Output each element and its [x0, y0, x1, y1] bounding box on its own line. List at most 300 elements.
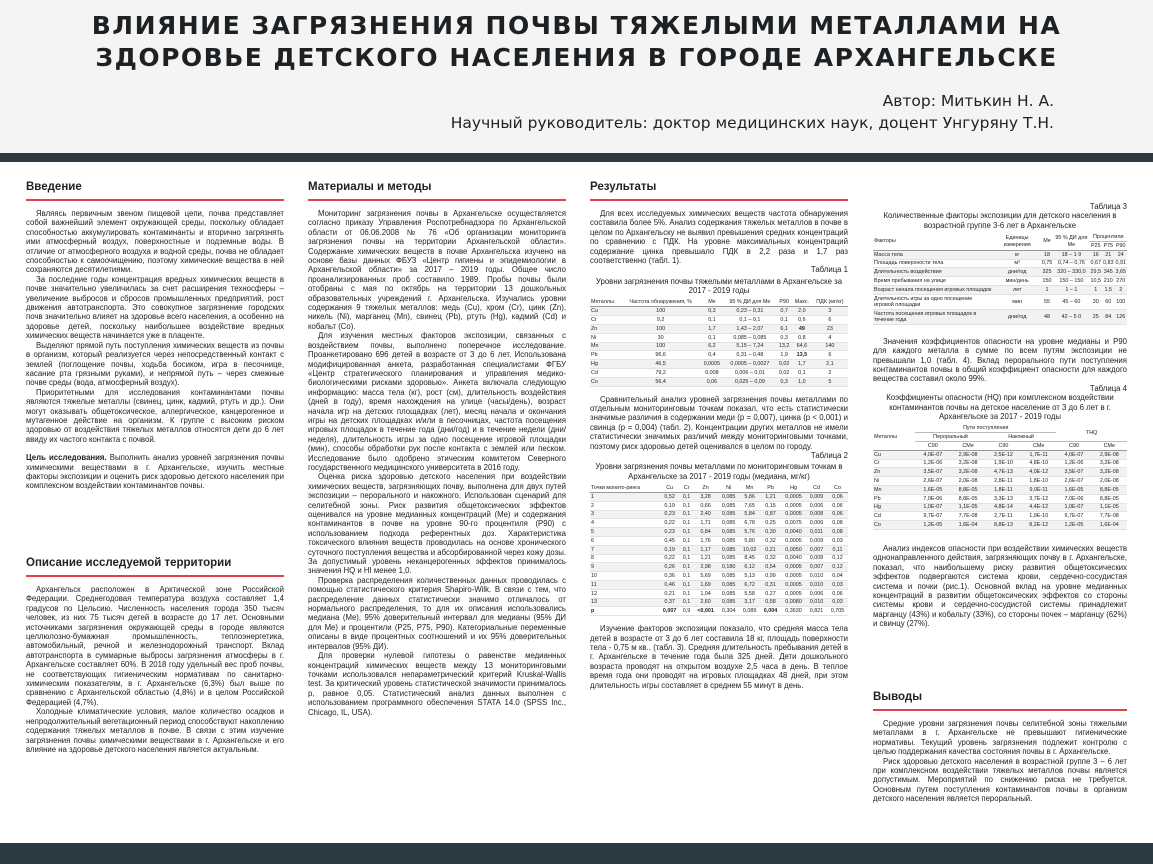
table-2	[590, 484, 848, 616]
table-cell: 0,06	[827, 589, 848, 598]
table-cell: 84	[1102, 309, 1115, 324]
table-cell: 0,085	[718, 501, 739, 510]
table-header: Металлы	[590, 299, 621, 307]
section-intro	[26, 180, 284, 491]
table-cell: 1,04	[693, 589, 718, 598]
table-cell: 6,2	[701, 342, 724, 351]
table-cell: 8,8Е-05	[1092, 486, 1127, 495]
table-cell: 0,7	[776, 307, 791, 316]
table-cell: 6,12	[739, 563, 760, 572]
table-row	[590, 607, 848, 616]
paragraph: Для всех исследуемых химических веществ частота обнаружения составила более 5%. Анализ содержания тяжелых металлов в почве в целом по Архангельску не выявил превышения средних концентраций по сравнению с ПДК. На уровне максимальных концентраций содержание цинка превышало ПДК в 2,2 раза и 1,7 раз соответственно (табл. 1).	[590, 209, 848, 266]
title-line-1: ВЛИЯНИЕ ЗАГРЯЗНЕНИЯ ПОЧВЫ ТЯЖЕЛЫМИ МЕТАЛЛАМИ НА	[91, 11, 1062, 40]
table-cell: 0,1	[701, 316, 724, 325]
table-cell: 6	[812, 316, 848, 325]
table-cell: 0,67	[1090, 260, 1101, 267]
table-cell: 2,0Е-08	[950, 477, 985, 486]
table-cell: 13,5	[792, 351, 812, 360]
table-cell: 0,0005	[781, 572, 806, 581]
table-cell: Площадь поверхности тела	[873, 259, 994, 268]
section-results-b	[873, 202, 1127, 629]
table-header: Накожный	[986, 433, 1057, 442]
table-cell: мин	[994, 294, 1041, 309]
table-cell: 7,7Е-08	[1092, 512, 1127, 521]
section-results-a	[590, 180, 848, 690]
table-cell: 9	[590, 563, 659, 572]
table-row	[590, 572, 848, 581]
table-header: Единицы измерения	[994, 233, 1041, 250]
table-cell: 0,32	[760, 554, 781, 563]
table-cell: 0,1	[680, 519, 693, 528]
section-heading: Материалы и методы	[308, 180, 566, 201]
table-cell: 2,9Е-08	[1092, 450, 1127, 459]
table-cell: 1	[1041, 286, 1054, 295]
table-cell: 0,0005	[781, 510, 806, 519]
table-cell: 60	[1102, 294, 1115, 309]
paragraph: Оценка риска здоровью детского населения при воздействии химических веществ, загрязняющих почву, выполнена для двух путей экспозиции – перорального и накожного. Использован сценарий для селитебной зоны. Риск развития общетоксических эффектов оценивался на уровне медианных концентраций (Me) и содержания контаминантов в почве на уровне 90-го процентиля (P90) с использованием подхода референтных доз. Характеристика токсического влияния веществ проводилась на основе хронического суточного поступления вещества и абсорбированной через кожу дозы. За допустимый уровень неканцерогенных эффектов принималось значения HQ и HI менее 1,0.	[308, 472, 566, 576]
table-cell: 1,43 – 2,07	[723, 325, 776, 334]
table-cell: 0,06	[827, 493, 848, 502]
table-cell: 0,45	[659, 537, 680, 546]
table-cell: 0,085	[718, 510, 739, 519]
table-cell: Co	[590, 377, 621, 386]
table-cell: 2,1	[812, 360, 848, 369]
table-header: CMe	[1092, 442, 1127, 451]
table-cell: 0,1	[680, 528, 693, 537]
table-cell: 0,31	[760, 581, 781, 590]
table-cell: 0,180	[718, 563, 739, 572]
table-cell: 1,2Е-06	[1056, 459, 1091, 468]
table-cell: 0,085	[718, 537, 739, 546]
table-cell: 8,2Е-12	[1021, 521, 1056, 530]
section-text	[873, 337, 1127, 384]
table-cell: 0,27	[760, 589, 781, 598]
table-cell: 100	[621, 325, 701, 334]
table-row	[590, 581, 848, 590]
table-cell: 6,78	[739, 519, 760, 528]
table-cell: 0,010	[806, 572, 827, 581]
table-cell: дни/год	[994, 309, 1041, 324]
table-cell: 1,21	[693, 554, 718, 563]
table-header: Cr	[680, 484, 693, 492]
table-cell: 0,0050	[781, 545, 806, 554]
table-cell: 0,006 – 0,01	[723, 369, 776, 378]
table-row	[873, 503, 1127, 512]
table-cell: 0,008	[806, 510, 827, 519]
table-cell: 0,02	[776, 360, 791, 369]
author-block	[451, 90, 1054, 134]
table-cell: 0,12	[827, 554, 848, 563]
table-cell: 12	[590, 589, 659, 598]
table-header: CMe	[1021, 442, 1056, 451]
table-cell: 0,0005	[781, 581, 806, 590]
table-cell: 2,6Е-07	[915, 477, 950, 486]
table-row	[873, 268, 1127, 277]
table-header: Hg	[781, 484, 806, 492]
table-cell: 0,085	[718, 554, 739, 563]
table-header: Me	[701, 299, 724, 307]
table-cell: 0,0005	[781, 563, 806, 572]
table-cell: 10,02	[739, 545, 760, 554]
table-cell: 100	[1114, 294, 1127, 309]
table-cell: 11	[590, 581, 659, 590]
table-cell: 0,75	[1041, 260, 1053, 267]
table-cell: 0,74 – 0,76	[1053, 259, 1089, 268]
table-cell: 0,1	[680, 598, 693, 607]
title-line-2: ЗДОРОВЬЕ ДЕТСКОГО НАСЕЛЕНИЯ В ГОРОДЕ АРХАНГЕЛЬСКЕ	[95, 43, 1058, 72]
table-cell: 345	[1103, 269, 1113, 276]
table-cell: 0,085	[718, 519, 739, 528]
table-cell: Ni	[590, 333, 621, 342]
table-header: Частота обнаружения, %	[621, 299, 701, 307]
table-cell: 0,54	[760, 563, 781, 572]
table-cell: Hg	[590, 360, 621, 369]
goal-label: Цель исследования.	[26, 453, 107, 463]
table-cell: 0,085	[718, 545, 739, 554]
table-cell: 7,0Е-06	[915, 494, 950, 503]
table-row	[873, 486, 1127, 495]
table-cell: 0,03	[827, 537, 848, 546]
table-cell: 0,011	[806, 528, 827, 537]
table-cell: 1,7Е-11	[1021, 450, 1056, 459]
table-cell: 0,085	[718, 528, 739, 537]
table-header: Co	[827, 484, 848, 492]
table-row	[590, 342, 848, 351]
table-cell: 0,32	[760, 537, 781, 546]
section-heading: Результаты	[590, 180, 848, 201]
table-cell: 1,2Е-05	[1056, 521, 1091, 530]
table-cell: 0,1	[680, 572, 693, 581]
table-3	[873, 233, 1127, 325]
table-cell: 0,4	[701, 351, 724, 360]
table-cell: 0,821	[806, 607, 827, 616]
table-cell: 9,0Е-11	[1021, 486, 1056, 495]
table-cell: 6	[812, 351, 848, 360]
table-header: Me	[1041, 233, 1054, 250]
table-cell: 3,65	[1115, 269, 1126, 276]
table-cell: 2	[812, 369, 848, 378]
table-cell: 1,69	[693, 581, 718, 590]
table-cell: 4	[812, 333, 848, 342]
table-cell: 0,19	[659, 501, 680, 510]
paragraph: Средние уровни загрязнения почвы селитебной зоны тяжелыми металлами в г. Архангельске не превышают гигиенические нормативы. Текущий уровень загрязнения подлежит контролю с целью поддержания качества состояния почвы в г. Архангельске.	[873, 719, 1127, 757]
table-cell: 5,84	[739, 510, 760, 519]
table-cell: 270	[1116, 278, 1126, 284]
table-cell: 4,0Е-12	[1021, 468, 1056, 477]
table-cell: 0,30	[760, 528, 781, 537]
table-row	[590, 307, 848, 316]
table-row	[590, 360, 848, 369]
paragraph: Анализ индексов опасности при воздействии химических веществ однонаправленного действия, загрязняющих почву в г. Архангельске, показал, что наибольшему риску развития общетоксических эффектов подвергаются система крови, сердечно-сосудистая система и почки (рис.1). Основной вклад на уровне медианных концентраций в развитии общетоксических эффектов со стороны системы крови и сердечно-сосудистой системы принадлежит марганцу (43%) и кобальту (33%), со стороны почек – марганцу (62%) и свинцу (27%).	[873, 544, 1127, 629]
table-cell: 0,0080	[781, 598, 806, 607]
table-cell: 0,21	[760, 545, 781, 554]
table-header: P90	[1115, 242, 1126, 249]
table-cell: 55	[1041, 294, 1054, 309]
table-cell: 18	[1041, 250, 1054, 259]
table-cell: Возраст начала посещения игровых площадок	[873, 286, 994, 295]
table-cell: 7	[590, 545, 659, 554]
table-number: Таблица 1	[810, 265, 848, 275]
table-cell: 8	[590, 554, 659, 563]
table-cell: 2,9Е-08	[950, 450, 985, 459]
table-row	[873, 294, 1127, 309]
table-cell: 30	[621, 333, 701, 342]
table-cell: 49	[792, 325, 812, 334]
section-territory	[26, 556, 284, 754]
table-cell: Zn	[873, 468, 915, 477]
table-cell: 4,4Е-12	[1021, 503, 1056, 512]
table-cell: 0,1	[680, 493, 693, 502]
table-header: 95 % ДИ для Me	[1053, 233, 1089, 250]
table-cell: 16	[1089, 250, 1102, 259]
table-cell: Cd	[590, 369, 621, 378]
table-cell: 3,3Е-13	[986, 494, 1021, 503]
section-heading: Описание исследуемой территории	[26, 556, 284, 577]
table-cell: 0,008	[806, 554, 827, 563]
table-header: THQ	[1056, 424, 1127, 441]
table-caption: Количественные факторы экспозиции для детского населения в возрастной группе 3-6 лет в Архангельске	[883, 211, 1117, 230]
paragraph: Архангельск расположен в Арктической зоне Российской Федерации. Среднегодовая температура воздуха составляет 1,4 градусов по Цельсию. Численность населения города 350 тысяч человек, из них 75 тысяч детей в возрасте до 17 лет. Основными источниками загрязнения окружающей среды в городе являются целлюлозно-бумажная промышленность, теплоэнергетика, автомобильный, речной и железнодорожный транспорт. Вклад автотранспорта в суммарные выбросы загрязнения атмосферы в г. Архангельске составляет 60%. В 2018 году удельный вес проб почвы, не соответствующих гигиеническим нормативам по санитарно-химическим показателям, в г. Архангельске (6,3%) был выше по сравнению с Архангельской областью (4,8%) и в целом Российской Федерацией (4,7%).	[26, 585, 284, 707]
paragraph: Для изучения местных факторов экспозиции, связанных с воздействием почвы, выполнено поперечное исследование. Проанкетировано 696 детей в возрасте от 3 до 6 лет. Использована модифицированная анкета, разработанная специалистами ФГБУ «Центр стратегического планирования и управления медико-биологическими рисками здоровью». Анкета включала следующую информацию: масса тела (кг), рост (см), длительность воздействия (дней в году), время нахождения на улице (часы/день), возраст начала игр на детских площадках (лет), месяц начала и окончания игры на детских площадках и/или в песочницах, частота посещения игровых площадок в течение года (дни/год) и в течение недели (дни/неделя), длительность игры за одно посещение игровой площадки (мин), способы обработки рук после контакта с землей или песком. Исследование было одобрено этическим комитетом Северного государственного медицинского университета в 2016 году.	[308, 331, 566, 472]
table-row	[590, 377, 848, 386]
table-caption: Коэффициенты опасности (HQ) при комплексном воздействии контаминантов почвы на детское население от 3 до 6 лет в г. Архангельске за 2017 - 2019 годы	[886, 393, 1114, 422]
section-conclusions	[873, 690, 1127, 804]
section-text	[873, 544, 1127, 629]
table-header: Cu	[659, 484, 680, 492]
top-divider-bar	[0, 153, 1153, 162]
table-row	[590, 493, 848, 502]
paragraph: Для проверки нулевой гипотезы о равенстве медианных концентраций химических веществ между 13 мониторинговыми точками использовался непараметрический критерий Kruskal-Wallis test. За критический уровень статистической значимости принималось p, равное 0,05. Статистический анализ данных выполнен с использованием программного обеспечения STATA 14.0 (SPSS Inc., Chicago, IL, USA).	[308, 651, 566, 717]
table-cell: 1,8Е-10	[1021, 477, 1056, 486]
table-cell: 0,3630	[781, 607, 806, 616]
table-cell: 0,87	[760, 510, 781, 519]
table-cell: 2,8Е-11	[986, 477, 1021, 486]
table-cell: 0,006	[806, 589, 827, 598]
table-cell: 0,0005	[781, 493, 806, 502]
paragraph: Сравнительный анализ уровней загрязнения почвы металлами по отдельным мониторинговым точкам показал, что есть статистически значимые различия в содержании меди (p = 0,007), цинка (p < 0,001) и свинца (p = 0,004) (табл. 2). Концентрации других металлов не имели статистически значимых различий между мониторинговыми точками, поэтому риск здоровью детей оценивался в целом по городу.	[590, 394, 848, 451]
table-cell: 2,60	[693, 598, 718, 607]
table-row	[873, 494, 1127, 503]
section-heading: Выводы	[873, 690, 1127, 711]
table-cell: 1,8Е-11	[986, 486, 1021, 495]
table-cell: 0,006	[806, 519, 827, 528]
table-row	[590, 510, 848, 519]
table-cell: 9,7Е-07	[1056, 512, 1091, 521]
table-row	[590, 537, 848, 546]
table-cell: 0,06	[701, 377, 724, 386]
table-cell: 3	[590, 510, 659, 519]
table-cell: 1,7	[701, 325, 724, 334]
table-cell: 10,5	[1090, 278, 1101, 284]
table-cell: 0,004	[760, 607, 781, 616]
table-row	[590, 333, 848, 342]
table-header: Пероральный	[915, 433, 986, 442]
table-cell: Mn	[590, 342, 621, 351]
table-cell: Длительность воздействия	[873, 268, 994, 277]
table-row	[590, 316, 848, 325]
table-cell: Cu	[590, 307, 621, 316]
table-cell: Частота посещения игровых площадок в течение года	[873, 309, 994, 324]
section-text	[590, 395, 848, 451]
table-header: Макс.	[792, 299, 812, 307]
table-cell: 0,11	[827, 545, 848, 554]
table-cell: 0,99	[760, 572, 781, 581]
table-cell: 0,304	[718, 607, 739, 616]
paragraph: Холодные климатические условия, малое количество осадков и непродолжительный вегетационный период способствуют накоплению содержания тяжелых металлов в почве. В связи с этим изучение загрязнения почвы химическими веществами в г. Архангельске и его влияние на здоровье детского населения является актуальным.	[26, 707, 284, 754]
table-cell: 2,40	[693, 510, 718, 519]
table-cell: 0,0005	[781, 589, 806, 598]
table-cell: 0,1 – 0,1	[723, 316, 776, 325]
table-cell: 5,69	[693, 572, 718, 581]
table-cell: кг	[994, 250, 1041, 259]
table-cell: 0,02	[776, 369, 791, 378]
table-cell: 23	[812, 325, 848, 334]
table-cell: 0,085	[718, 581, 739, 590]
table-cell: Ni	[873, 477, 915, 486]
table-row	[590, 563, 848, 572]
table-row	[873, 468, 1127, 477]
section-text	[590, 209, 848, 265]
table-cell: 46,5	[621, 360, 701, 369]
table-cell: 0,008	[701, 369, 724, 378]
table-cell: Cu	[873, 450, 915, 459]
table-cell: 45 – 60	[1053, 294, 1089, 309]
table-cell: 0,007	[659, 607, 680, 616]
table-cell: 3,28	[693, 493, 718, 502]
table-header: Точки монито-ринга	[590, 484, 659, 492]
table-cell: 4,0Е-07	[915, 450, 950, 459]
table-cell: 0,31 – 0,48	[723, 351, 776, 360]
table-cell: 0,23	[659, 528, 680, 537]
table-cell: Mn	[873, 486, 915, 495]
table-cell: 2,5Е-12	[986, 450, 1021, 459]
table-cell: 0,085	[718, 589, 739, 598]
table-row	[590, 325, 848, 334]
table-cell: 0,83	[1102, 260, 1114, 267]
table-cell: 0,8	[792, 333, 812, 342]
table-cell: 0,52	[659, 493, 680, 502]
table-cell: 1,6Е-05	[915, 486, 950, 495]
table-cell: 0,66	[693, 501, 718, 510]
table-cell: 64,6	[792, 342, 812, 351]
table-cell: Длительность игры за одно посещение игровой площадки	[873, 294, 994, 309]
table-cell: 8,8Е-13	[986, 521, 1021, 530]
table-cell: 3,2Е-08	[950, 459, 985, 468]
table-caption: Уровни загрязнения почвы металлами по мониторинговым точкам в Архангельске за 2017 - 2019 годы (медиана, мг/кг)	[595, 462, 843, 481]
table-cell: Cr	[590, 316, 621, 325]
table-cell: 5,58	[739, 589, 760, 598]
table-cell: 0,26	[659, 563, 680, 572]
table-cell: 0,007	[806, 545, 827, 554]
table-cell: 0,1	[776, 316, 791, 325]
goal-paragraph	[26, 453, 284, 491]
table-cell: 2	[1114, 286, 1127, 295]
table-cell: 4,0Е-07	[1056, 450, 1091, 459]
paragraph: Мониторинг загрязнения почвы в Архангельске осуществляется согласно приказу Управления Роспотребнадзора по Архангельской области от 06.06.2008 № 76 «Об организации мониторинга загрязнения почвы на территории Архангельской области». Содержание химических веществ в почве Архангельска изучено на основе базы данных ФБУЗ «Центр гигиены и эпидемиологии в Архангельской области» за 2017 – 2019 годы. Общее число проанализированных проб составило 1989. Пробы почвы были отобраны с мая по октябрь на территории 13 дошкольных образовательных учреждений г. Архангельска. Изучались уровни содержания 9 тяжелых металлов: медь (Cu), хром (Cr), цинк (Zn), никель (Ni), марганец (Mn), свинец (Pb), ртуть (Hg), кадмий (Cd) и кобальт (Co).	[308, 209, 566, 331]
paragraph: Риск здоровью детского населения в возрастной группе 3 – 6 лет при комплексном воздействии тяжелых металлов почвы является допустимым. Мероприятий по снижению риска не требуется. Основным путем поступления контаминантов почвы в организм детского населения является пероральный.	[873, 756, 1127, 804]
table-cell: 5,76	[739, 528, 760, 537]
table-cell: 9,7Е-07	[915, 512, 950, 521]
table-cell: 0,0075	[781, 519, 806, 528]
paragraph: За последние годы концентрация вредных химических веществ в почве значительно увеличилась за счет расширения техносферы – увеличение выбросов и сбросов промышленных предприятий, рост движения автотранспорта. Это совокупное загрязнение городских почв значительно влияет на здоровье всего населения, а особенно на здоровье детей, поскольку наибольшее воздействие вредных химических веществ начинается уже в плаценте.	[26, 274, 284, 341]
table-cell: 320 – 330,0	[1053, 268, 1089, 277]
table-cell: 0,3	[776, 333, 791, 342]
table-cell: 5	[590, 528, 659, 537]
table-cell: 8,8Е-05	[950, 486, 985, 495]
table-row	[590, 528, 848, 537]
table-number: Таблица 4	[1089, 383, 1127, 393]
author-name: Автор: Митькин Н. А.	[882, 92, 1054, 110]
table-cell: 0,705	[827, 607, 848, 616]
table-cell: 79,2	[621, 369, 701, 378]
table-cell: 5,80	[739, 537, 760, 546]
table-header: Mn	[739, 484, 760, 492]
table-cell: 6	[590, 537, 659, 546]
goal-text: Выполнить анализ уровней загрязнения почвы химическими веществами в г. Архангельске, изучить местные факторы экспозиции и оценить риск здоровью детского населения при комплексном воздействии контаминантов почвы.	[26, 453, 284, 491]
table-cell: 0,6	[792, 316, 812, 325]
table-cell: 0,15	[760, 501, 781, 510]
paragraph: Выделяют прямой путь поступления химических веществ из почвы в организм, который реализуется через непосредственный контакт с землей (поглощение почвы, ходьба босиком, игра в песочнице, касание рта грязными руками), и непрямой путь – через смежные почве среды (вода, атмосферный воздух).	[26, 340, 284, 388]
table-cell: 0,0040	[781, 554, 806, 563]
poster-title	[0, 10, 1153, 74]
table-cell: 1,9	[776, 351, 791, 360]
section-methods	[308, 180, 566, 717]
table-cell: 0,010	[806, 598, 827, 607]
table-cell: 0,0005	[701, 360, 724, 369]
paragraph: Проверка распределения количественных данных проводилась с помощью статистического критерия Shapiro-Wilk. В связи с тем, что распределение данных статистически значимо отличалось от нормального распределения, то для их описания использовались медиана (Me), 95% доверительный интервал для медианы (95% ДИ для Me) и процентили (P25, P75, P90). Категориальные переменные описаны в виде процентных соотношений и их 95% доверительных интервалов (95% ДИ).	[308, 575, 566, 651]
table-cell: 21	[1102, 250, 1115, 259]
table-row	[873, 521, 1127, 530]
table-caption: Уровни загрязнения почвы тяжелыми металлами в Архангельске за 2017 - 2019 годы	[595, 276, 843, 296]
table-row	[873, 250, 1127, 259]
section-text	[590, 624, 848, 690]
table-cell: 325	[1042, 269, 1052, 276]
table-cell: 25	[1089, 309, 1102, 324]
table-cell: 0,84	[693, 528, 718, 537]
table-cell: 0,085	[718, 598, 739, 607]
table-cell: 1,2Е-06	[915, 459, 950, 468]
table-cell: 13,2	[776, 342, 791, 351]
table-cell: 1,71	[693, 519, 718, 528]
table-cell: 2,0	[792, 307, 812, 316]
table-cell: 0,006	[806, 501, 827, 510]
table-cell: 0,085	[718, 572, 739, 581]
table-cell: 0,3	[776, 377, 791, 386]
table-cell: 0,23 – 0,31	[723, 307, 776, 316]
table-cell: 150	[1042, 278, 1052, 284]
table-cell: 1,9Е-10	[986, 459, 1021, 468]
table-cell: 42 – 5 0	[1053, 309, 1089, 324]
table-cell: 0,03	[827, 598, 848, 607]
table-cell: 0,1	[680, 554, 693, 563]
paragraph: Изучение факторов экспозиции показало, что средняя масса тела детей в возрасте от 3 до 6 лет составила 18 кг, площадь поверхности тела - 0,75 м кв.. (табл. 3). Средняя длительность пребывания детей в г. Архангельске в течение года была 325 дней. Дети дошкольного возраста проводят на открытом воздухе 2,5 часа в день. В теплое время года они проводят на игровых площадках 48 дней, при этом длительность игры составляет в среднем 55 минут в день.	[590, 624, 848, 690]
table-number: Таблица 2	[810, 451, 848, 461]
table-cell: 0,009	[806, 493, 827, 502]
paragraph: Являясь первичным звеном пищевой цепи, почва представляет собой важнейший элемент окружающей среды, поскольку обладает способностью аккумулировать контаминанты и вторично загрязнять ими атмосферный воздух, поверхностные и подземные воды. В отличие от атмосферного воздуха и водной среды, почва не обладает способностью к самоочищению, поэтому химические вещества в ней сохраняются десятилетиями.	[26, 209, 284, 275]
table-cell: 0,21	[659, 589, 680, 598]
table-header: Металлы	[873, 424, 915, 450]
table-1	[590, 299, 848, 387]
table-row	[873, 512, 1127, 521]
table-cell: 3,5Е-07	[1056, 468, 1091, 477]
table-cell: 100	[621, 307, 701, 316]
table-header: Zn	[693, 484, 718, 492]
table-header: P75	[1103, 242, 1114, 249]
table-cell: 0,08	[827, 528, 848, 537]
table-cell: 100	[621, 342, 701, 351]
table-cell: 1,0Е-07	[915, 503, 950, 512]
section-text	[26, 585, 284, 754]
